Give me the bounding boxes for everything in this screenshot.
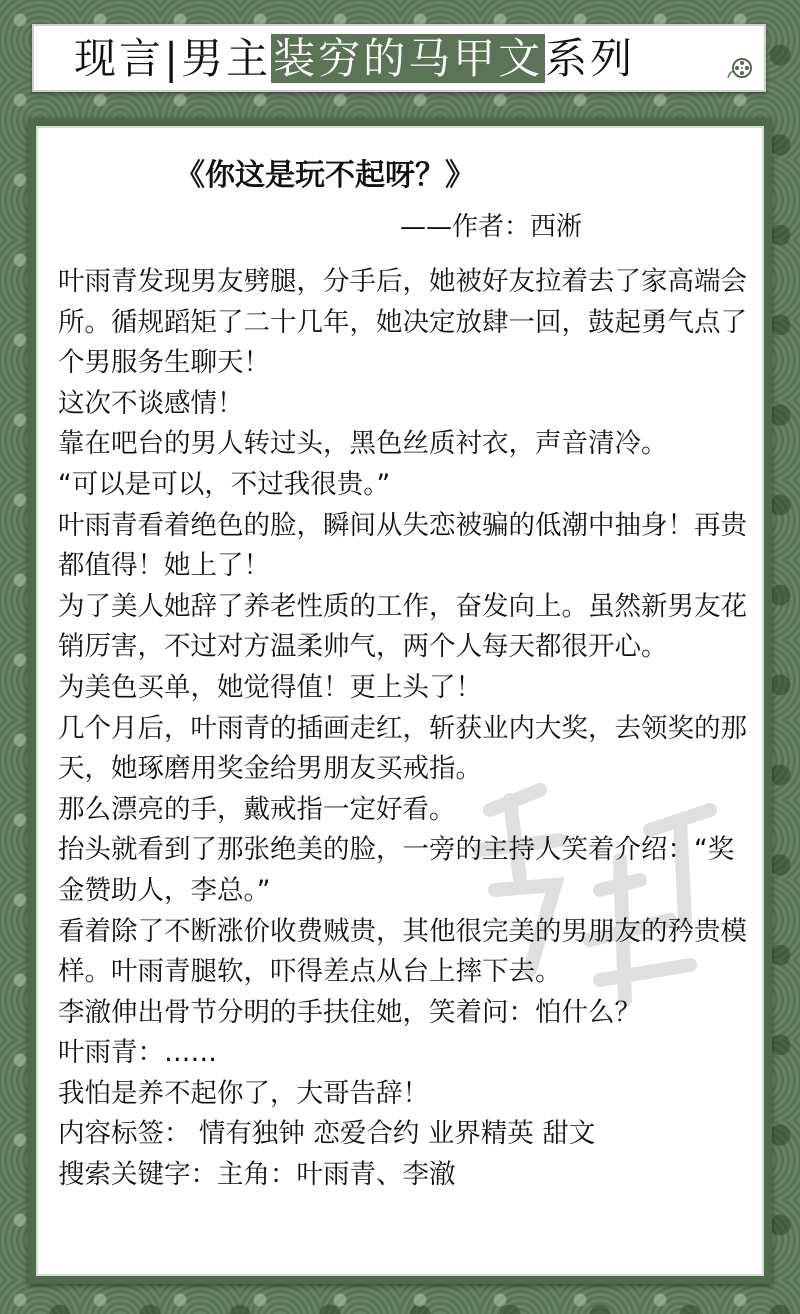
book-title: 《你这是玩不起呀？》 [175, 158, 475, 193]
paragraph: 我怕是养不起你了，大哥告辞！ [58, 1077, 429, 1109]
paragraph: 叶雨青看着绝色的脸，瞬间从失恋被骗的低潮中抽身！再贵都值得！她上了！ [58, 509, 747, 582]
paragraph: 看着除了不断涨价收费贼贵，其他很完美的男朋友的矜贵模样。叶雨青腿软，吓得差点从台上摔下去。 [58, 915, 747, 988]
series-title-prefix: 现言|男主 [74, 34, 272, 83]
series-title [74, 34, 635, 84]
series-title-suffix: 系列 [545, 34, 636, 83]
content-tags: 内容标签： 情有独钟 恋爱合约 业界精英 甜文 [58, 1118, 596, 1150]
paragraph: 那么漂亮的手，戴戒指一定好看。 [58, 793, 456, 825]
search-keywords: 搜索关键字：主角：叶雨青、李澈 [58, 1159, 456, 1191]
paragraph: “可以是可以，不过我很贵。” [58, 468, 391, 500]
paragraph: 为了美人她辞了养老性质的工作，奋发向上。虽然新男友花销厉害，不过对方温柔帅气，两个人每天都很开心。 [58, 590, 747, 663]
paragraph: 这次不谈感情！ [58, 387, 244, 419]
synopsis-body [58, 262, 758, 1196]
paragraph: 叶雨青发现男友劈腿，分手后，她被好友拉着去了家高端会所。循规蹈矩了二十几年，她决定放肆一回，鼓起勇气点了个男服务生聊天！ [58, 266, 747, 379]
paragraph: 抬头就看到了那张绝美的脸，一旁的主持人笑着介绍：“奖金赞助人，李总。” [58, 834, 735, 906]
paragraph: 为美色买单，她觉得值！更上头了！ [58, 671, 482, 703]
paragraph: 几个月后，叶雨青的插画走红，斩获业内大奖，去领奖的那天，她琢磨用奖金给男朋友买戒指。 [58, 712, 747, 785]
series-title-highlight: 装穷的马甲文 [273, 34, 544, 83]
paragraph: 李澈伸出骨节分明的手扶住她，笑着问：怕什么？ [58, 996, 641, 1028]
paragraph: 靠在吧台的男人转过头，黑色丝质衬衣，声音清冷。 [58, 428, 668, 460]
paragraph: 叶雨青：…… [58, 1037, 217, 1069]
author-line: ——作者：西淅 [400, 212, 583, 242]
header-banner [32, 24, 766, 92]
film-reel-icon [726, 56, 752, 82]
